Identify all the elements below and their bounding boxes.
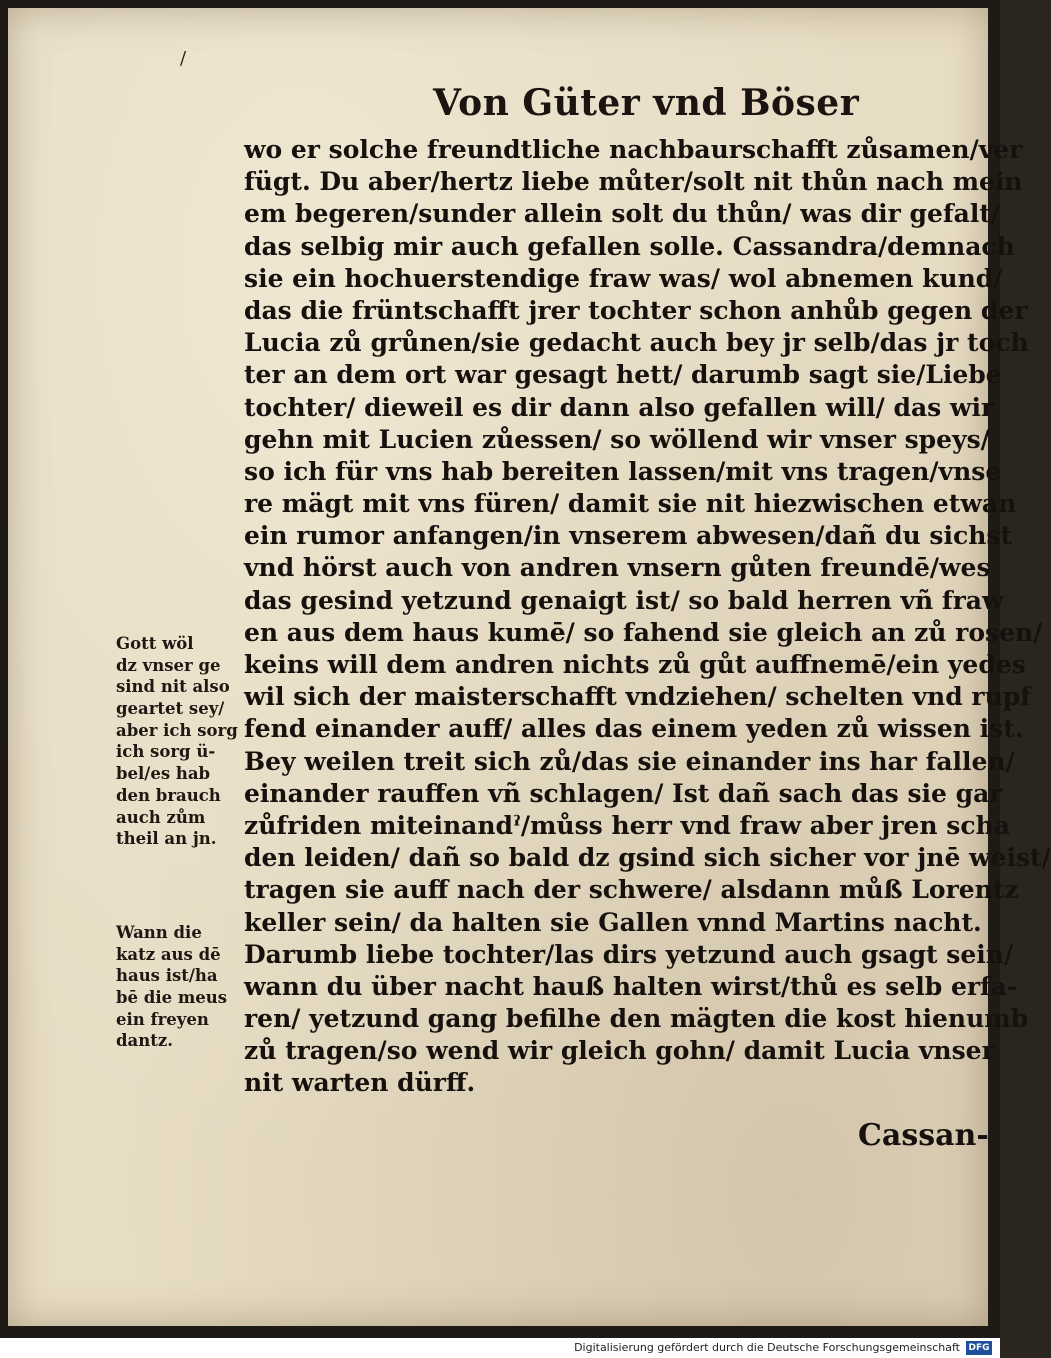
text-line: das selbig mir auch gefallen solle. Cassandra/demnach [244,231,1015,261]
margin-note-line: Gott wöl [116,634,194,653]
text-line: em begeren/sunder allein solt du thůn/ was dir gefalt/ [244,199,1001,229]
margin-note-line: geartet sey/ [116,699,225,719]
running-head: Von Güter vnd Böser [433,82,860,124]
text-line: ein rumor anfangen/in vnserem abwesen/dañ du sichst [244,521,1013,551]
text-line: einander rauffen vñ schlagen/ Ist dañ sach das sie gar [244,778,1003,808]
text-line: sie ein hochuerstendige fraw was/ wol abnemen kund/ [244,263,1003,293]
margin-note-1 [116,633,244,850]
margin-note-line: bē die meus [116,988,228,1008]
body-text [244,134,1051,1100]
text-line: ter an dem ort war gesagt hett/ darumb sagt sie/Liebe [244,360,1002,390]
text-line: keller sein/ da halten sie Gallen vnnd Martins nacht. [244,907,982,937]
margin-note-2 [116,922,244,1052]
text-line: zů tragen/so wend wir gleich gohn/ damit Lucia vnser [244,1036,995,1066]
scanned-page [8,8,1051,1326]
text-line: Lucia zů grůnen/sie gedacht auch bey jr selb/das jr toch [244,328,1029,358]
margin-note-line: bel/es hab [116,764,211,784]
text-line: tragen sie auff nach der schwere/ alsdann můß Lorentz [244,875,1019,905]
margin-note-line: theil an jn. [116,829,217,849]
margin-note-line: katz aus dē [116,944,221,964]
text-line: fend einander auff/ alles das einem yeden zů wissen ist. [244,714,1024,744]
margin-note-line: sind nit also [116,677,230,697]
margin-note-line: Wann die [116,923,202,942]
text-line: fügt. Du aber/hertz liebe můter/solt nit thůn nach mein [244,167,1023,197]
text-line: nit warten dürff. [244,1068,476,1098]
text-line: vnd hörst auch von andren vnsern gůten freundē/wes [244,553,991,583]
text-line: Darumb liebe tochter/las dirs yetzund auch gsagt sein/ [244,939,1014,969]
text-line: re mägt mit vns füren/ damit sie nit hiezwischen etwan [244,489,1017,519]
text-line: so ich für vns hab bereiten lassen/mit vns tragen/vnse [244,456,1002,486]
text-line: Bey weilen treit sich zů/das sie einander ins har fallen/ [244,746,1015,776]
margin-note-line: haus ist/ha [116,966,218,986]
text-line: wo er solche freundtliche nachbaurschafft zůsamen/ver [244,135,1023,164]
margin-note-line: dantz. [116,1031,173,1051]
text-line: keins will dem andren nichts zů gůt auffnemē/ein yedes [244,650,1026,679]
margin-note-line: den brauch [116,785,221,805]
catchword: Cassan- [858,1118,989,1153]
margin-note-line: ich sorg ü- [116,742,216,762]
text-line: das die früntschafft jrer tochter schon anhůb gegen der [244,295,1028,325]
margin-note-line: auch zům [116,807,206,827]
text-line: zůfriden miteinandˀ/můss herr vnd fraw aber jren scha [244,810,1010,840]
text-line: en aus dem haus kumē/ so fahend sie gleich an zů rosen/ [244,617,1043,647]
page-edge-mark: / [180,48,187,69]
margin-note-line: dz vnser ge [116,655,221,675]
text-line: tochter/ dieweil es dir dann also gefallen will/ das wir [244,392,995,422]
margin-note-line: aber ich sorg [116,720,238,740]
funding-credit: Digitalisierung gefördert durch die Deutsche Forschungsgemeinschaft [574,1341,960,1354]
text-line: wann du über nacht hauß halten wirst/thů es selb erfa- [244,971,1018,1001]
text-line: gehn mit Lucien zůessen/ so wöllend wir vnser speys/ [244,424,990,454]
margin-note-line: ein freyen [116,1009,209,1029]
dfg-logo[interactable]: DFG [966,1341,992,1355]
text-line: wil sich der maisterschafft vndziehen/ schelten vnd rupf [244,682,1031,712]
text-line: den leiden/ dañ so bald dz gsind sich sicher vor jnē weist/ [244,843,1051,873]
text-line: ren/ yetzund gang befilhe den mägten die kost hienumb [244,1004,1029,1034]
footer-bar [0,1338,1000,1358]
text-line: das gesind yetzund genaigt ist/ so bald herren vñ fraw [244,585,1004,615]
